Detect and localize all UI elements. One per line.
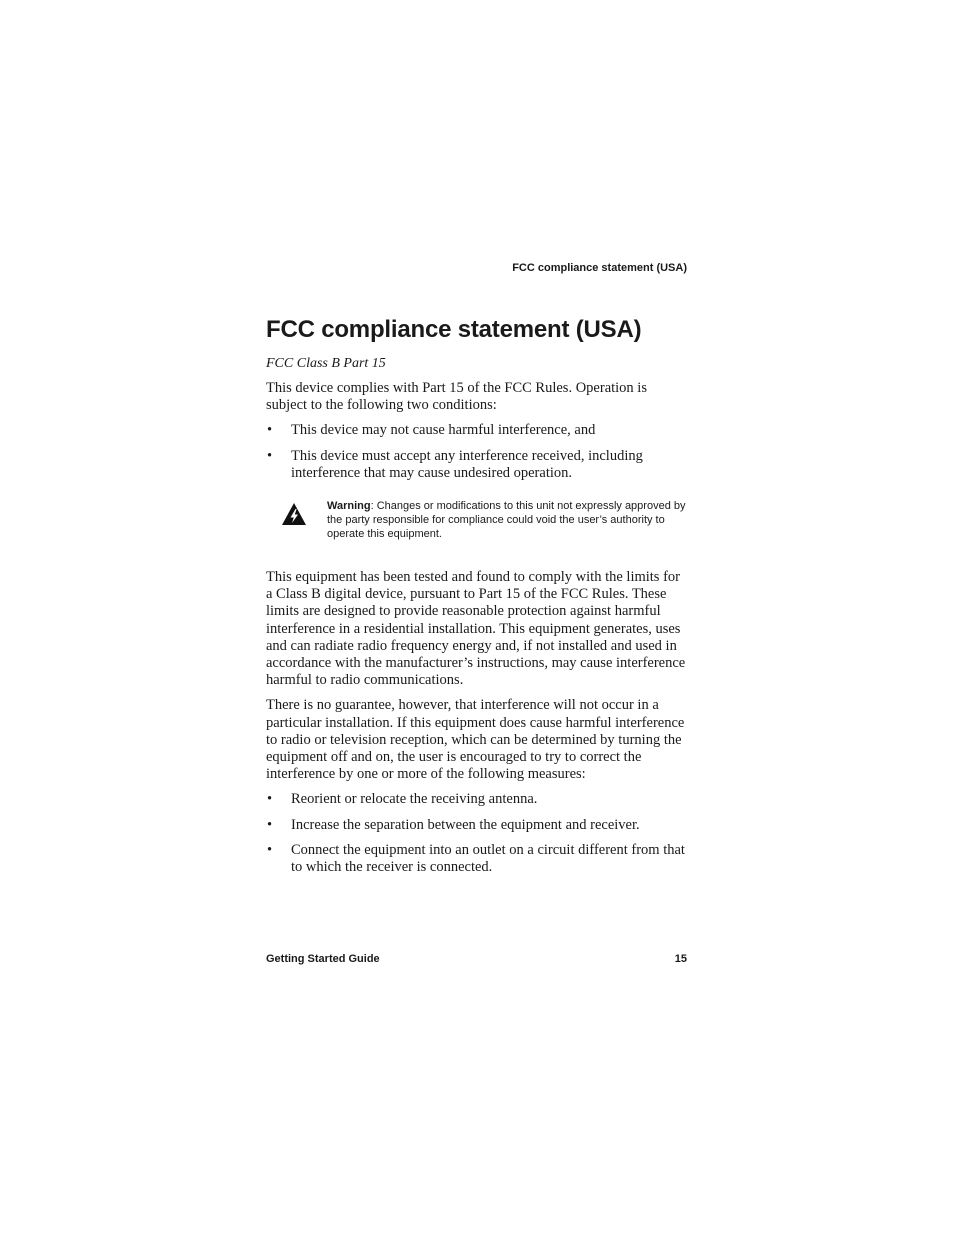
compliance-paragraph: This equipment has been tested and found to comply with the limits for a Class B digital device, pursuant to Part 15 of the FCC Rules. These limits are designed to provide reasonable protection against harmful interference in a residential installation. This equipment generates, uses and can radiate radio frequency energy and, if not installed and used in accordance with the manufacturer’s instructions, may cause interference harmful to radio communications. — [266, 569, 686, 689]
page-content — [266, 314, 687, 884]
bullet-icon: • — [267, 447, 273, 464]
page-title: FCC compliance statement (USA) — [266, 316, 642, 343]
list-item-text: Connect the equipment into an outlet on a circuit different from that to which the receiver is connected. — [291, 841, 685, 876]
warning-text: : Changes or modifications to this unit not expressly approved by the party responsible for compliance could void the user’s authority to operate this equipment. — [327, 500, 686, 541]
bullet-icon: • — [267, 791, 273, 808]
list-item — [266, 422, 687, 439]
section-subtitle: FCC Class B Part 15 — [266, 356, 386, 371]
list-item — [266, 448, 687, 482]
measures-list — [266, 791, 687, 876]
list-item-text: Reorient or relocate the receiving antenna. — [291, 791, 538, 808]
conditions-list — [266, 422, 687, 482]
bullet-icon: • — [267, 841, 273, 858]
list-item — [266, 842, 687, 876]
bullet-icon: • — [267, 816, 273, 833]
running-header: FCC compliance statement (USA) — [512, 262, 687, 274]
bullet-icon: • — [267, 422, 273, 439]
list-item-text: This device must accept any interference received, including interference that may cause undesired operation. — [291, 447, 643, 481]
footer-guide-name: Getting Started Guide — [266, 953, 380, 965]
warning-lightning-icon — [281, 502, 307, 526]
list-item-text: This device may not cause harmful interference, and — [291, 422, 596, 439]
interference-paragraph: There is no guarantee, however, that interference will not occur in a particular installation. If this equipment does cause harmful interference to radio or television reception, which can be determined by turning the equipment off and on, the user is encouraged to try to correct the interference by one or more of the following measures: — [266, 697, 685, 783]
page-number: 15 — [674, 953, 687, 965]
warning-note — [266, 499, 687, 541]
list-item-text: Increase the separation between the equipment and receiver. — [291, 816, 640, 833]
list-item — [266, 791, 687, 808]
warning-label: Warning — [327, 500, 371, 513]
intro-paragraph: This device complies with Part 15 of the FCC Rules. Operation is subject to the following two conditions: — [266, 380, 647, 414]
list-item — [266, 817, 687, 834]
